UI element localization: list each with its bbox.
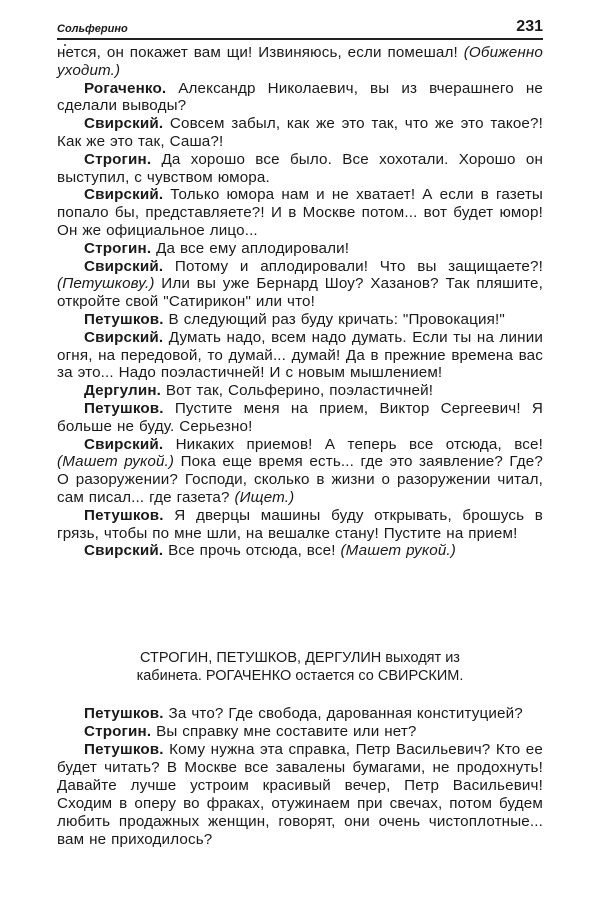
speaker-name: Рогаченко. [84,79,167,97]
dialogue-paragraph [57,44,543,80]
speech-text: Вот так, Сольферино, поэластичней! [161,382,434,400]
dialogue-paragraph [57,240,543,258]
page-header [57,16,543,40]
speech-text: Думать надо, всем надо думать. Если ты на линии огня, на передовой, то думай... думай! Да в прежние времена вас за это... Надо поэластичней! И с новым мышлением! [57,328,543,382]
speaker-name: Петушков. [84,399,164,417]
speaker-name: Дергулин. [84,382,162,400]
dialogue-paragraph [57,507,543,543]
speaker-name: Свирский. [84,115,164,133]
speech-text: За что? Где свобода, дарованная конституцией? [163,705,523,722]
dialogue-paragraph [57,400,543,436]
speech-text: В следующий раз буду кричать: "Провокация!" [163,310,505,328]
stage-direction-line: СТРОГИН, ПЕТУШКОВ, ДЕРГУЛИН выходят из [140,650,460,666]
speech-text: Кому нужна эта справка, Петр Васильевич? Кто ее будет читать? В Москве все завалены бумагами, не продохнуть! Давайте лучше устроим красивый вечер, Петр Васильевич! Сходим в оперу во фраках, отужинаем при свечах, потом будем любить продажных женщин, говорят, они очень чистоплотные... вам не приходилось? [57,741,543,848]
dialogue-paragraph [57,151,543,187]
stage-remark: (Петушкову.) [57,275,155,293]
stage-direction [57,649,543,685]
dialogue-paragraph [57,436,543,507]
dialogue-paragraph [57,80,543,116]
speech-text: Да все ему аплодировали! [151,239,350,257]
speech-text: Пока еще время есть... где это заявление? Где? О разоружении? Господи, сколько в жизни о разоружении читал, сам писал... где газета? [57,453,543,506]
stage-direction-line: кабинета. РОГАЧЕНКО остается со СВИРСКИМ. [136,668,464,684]
speaker-name: Строгин. [84,150,152,168]
speaker-name: Свирский. [84,435,164,453]
speaker-name: Свирский. [84,328,164,346]
speech-text: Все прочь отсюда, все! [163,542,341,560]
speaker-name: Строгин. [84,239,152,257]
dialogue-paragraph [57,705,543,723]
speech-text: Совсем забыл, как же это так, что же это такое?! Как же это так, Саша?! [57,115,543,150]
speaker-name: Петушков. [84,741,164,758]
dialogue-paragraph [57,542,543,560]
speaker-name: Петушков. [84,310,164,328]
speech-text: Только юмора нам и не хватает! А если в газеты попало бы, представляете?! И в Москве потом... вот будет юмор! Он же официальное лицо... [57,186,543,239]
speaker-name: Свирский. [84,186,164,204]
stage-remark: (Машет рукой.) [340,542,456,560]
dialogue-paragraph [57,741,543,849]
speaker-name: Свирский. [84,542,164,560]
page-number: 231 [516,18,543,35]
speech-text: Пустите меня на прием, Виктор Сергеевич! Я больше не буду. Серьезно! [57,399,543,435]
speaker-name: Строгин. [84,723,152,740]
dialogue-block-2 [57,705,543,849]
stage-remark: (Ищет.) [234,488,295,506]
speech-text: Или вы уже Бернард Шоу? Хазанов? Так пляшите, откройте свой "Сатирикон" или что! [57,275,543,311]
speech-text: Вы справку мне составите или нет? [151,723,417,740]
dialogue-block-1 [57,44,543,560]
dialogue-paragraph [57,311,543,329]
speaker-name: Петушков. [84,705,164,722]
speech-text: Я дверцы машины буду открывать, брошусь в грязь, чтобы по мне шли, на вешалке стану! Пустите на прием! [57,506,543,542]
dialogue-paragraph [57,115,543,151]
speech-text: нется, он покажет вам щи! Извиняюсь, если помешал! [57,44,464,61]
dialogue-paragraph [57,186,543,239]
speech-text: Александр Николаевич, вы из вчерашнего не сделали выводы? [57,79,543,115]
speaker-name: Петушков. [84,506,164,524]
stage-remark: (Обиженно уходит.) [57,44,543,79]
speech-text: Потому и аплодировали! Что вы защищаете?! [163,257,543,275]
running-title: Сольферино [57,23,128,35]
dialogue-paragraph [57,258,543,311]
speech-text: Да хорошо все было. Все хохотали. Хорошо он выступил, с чувством юмора. [57,150,543,186]
stage-remark: (Машет рукой.) [57,453,175,471]
dialogue-paragraph [57,723,543,741]
speaker-name: Свирский. [84,257,164,275]
dialogue-paragraph [57,329,543,382]
speech-text: Никаких приемов! А теперь все отсюда, все! [163,435,543,453]
dialogue-paragraph [57,382,543,400]
